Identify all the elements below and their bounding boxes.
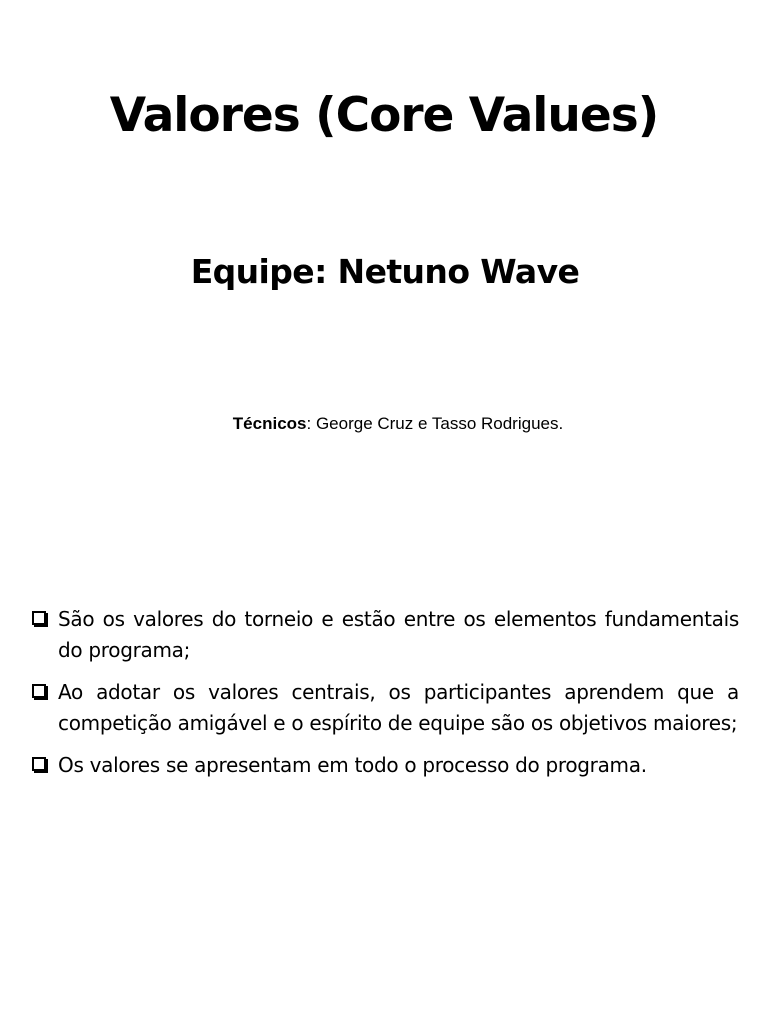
- list-item: [30, 750, 739, 781]
- coaches-label: Técnicos: [232, 414, 307, 433]
- square-bullet-icon: [32, 684, 46, 698]
- team-name: Equipe: Netuno Wave: [190, 252, 580, 291]
- square-bullet-icon: [32, 757, 46, 771]
- page-title: Valores (Core Values): [109, 88, 659, 143]
- list-item-text: Os valores se apresentam em todo o processo do programa.: [58, 753, 647, 777]
- core-values-list: [30, 604, 739, 792]
- list-item-text: São os valores do torneio e estão entre os elementos fundamentais do programa;: [58, 607, 739, 662]
- list-item: [30, 604, 739, 666]
- square-bullet-icon: [32, 611, 46, 625]
- coaches-line: [0, 412, 768, 436]
- list-item-text: Ao adotar os valores centrais, os participantes aprendem que a competição amigável e o espírito de equipe são os objetivos maiores;: [58, 680, 739, 735]
- list-item: [30, 677, 739, 739]
- coaches-names: : George Cruz e Tasso Rodrigues.: [306, 414, 564, 433]
